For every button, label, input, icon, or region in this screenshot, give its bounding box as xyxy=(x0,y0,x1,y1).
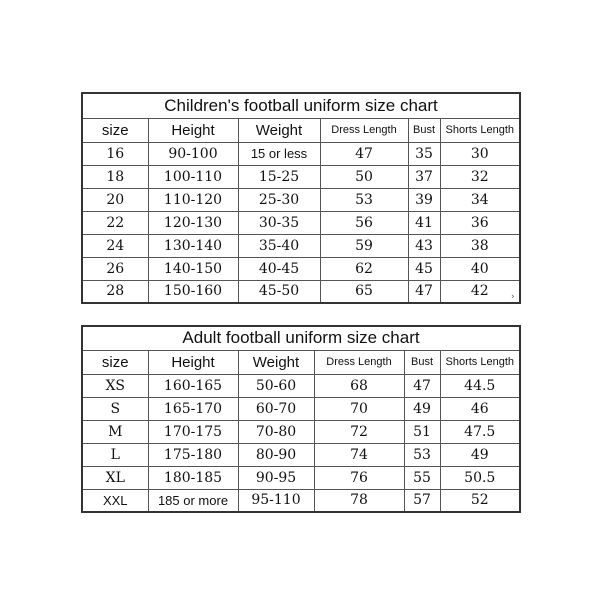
cell-bust: 45 xyxy=(408,257,440,280)
cell-size: 22 xyxy=(82,211,148,234)
table-row xyxy=(82,257,520,280)
cell-weight: 90-95 xyxy=(238,466,314,489)
header-height: Height xyxy=(148,350,238,374)
header-bust: Bust xyxy=(408,118,440,142)
cell-height: 100-110 xyxy=(148,165,238,188)
table-row xyxy=(82,466,520,489)
cell-shorts-length: 44.5 xyxy=(440,374,520,397)
cell-weight: 15-25 xyxy=(238,165,320,188)
header-weight: Weight xyxy=(238,118,320,142)
cell-shorts-length: 52 xyxy=(440,489,520,512)
cell-bust: 47 xyxy=(408,280,440,303)
cell-dress-length: 59 xyxy=(320,234,408,257)
cell-dress-length: 74 xyxy=(314,443,404,466)
cell-height: 175-180 xyxy=(148,443,238,466)
header-height: Height xyxy=(148,118,238,142)
table-row xyxy=(82,142,520,165)
cell-size: XL xyxy=(82,466,148,489)
cell-bust: 37 xyxy=(408,165,440,188)
cell-shorts-length: 47.5 xyxy=(440,420,520,443)
cell-height: 185 or more xyxy=(148,489,238,512)
cell-height: 165-170 xyxy=(148,397,238,420)
cell-weight: 15 or less xyxy=(238,142,320,165)
cell-height: 130-140 xyxy=(148,234,238,257)
cell-bust: 43 xyxy=(408,234,440,257)
cell-size: 16 xyxy=(82,142,148,165)
cell-bust: 41 xyxy=(408,211,440,234)
cell-dress-length: 53 xyxy=(320,188,408,211)
header-shorts-length: Shorts Length xyxy=(440,350,520,374)
cell-weight: 40-45 xyxy=(238,257,320,280)
cell-shorts-length: 34 xyxy=(440,188,520,211)
cell-weight: 95-110 xyxy=(238,489,314,512)
cell-bust: 55 xyxy=(404,466,440,489)
cell-height: 180-185 xyxy=(148,466,238,489)
cell-shorts-length: 40 xyxy=(440,257,520,280)
adult-chart-title: Adult football uniform size chart xyxy=(82,326,520,350)
table-row xyxy=(82,211,520,234)
cell-shorts-length: 36 xyxy=(440,211,520,234)
cell-dress-length: 68 xyxy=(314,374,404,397)
cell-dress-length: 72 xyxy=(314,420,404,443)
cell-weight: 30-35 xyxy=(238,211,320,234)
header-bust: Bust xyxy=(404,350,440,374)
cell-dress-length: 76 xyxy=(314,466,404,489)
table-row xyxy=(82,489,520,512)
children-chart-title: Children's football uniform size chart xyxy=(82,93,520,118)
cell-bust: 47 xyxy=(404,374,440,397)
table-row xyxy=(82,280,520,303)
cell-size: 20 xyxy=(82,188,148,211)
cell-shorts-length: 38 xyxy=(440,234,520,257)
cell-weight: 50-60 xyxy=(238,374,314,397)
cell-height: 110-120 xyxy=(148,188,238,211)
header-size: size xyxy=(82,350,148,374)
cell-weight: 35-40 xyxy=(238,234,320,257)
cell-weight: 80-90 xyxy=(238,443,314,466)
adult-size-chart xyxy=(81,325,521,513)
cell-shorts-length: 50.5 xyxy=(440,466,520,489)
cell-dress-length: 62 xyxy=(320,257,408,280)
cell-bust: 39 xyxy=(408,188,440,211)
cell-size: 26 xyxy=(82,257,148,280)
table-row xyxy=(82,397,520,420)
header-size: size xyxy=(82,118,148,142)
cell-height: 150-160 xyxy=(148,280,238,303)
cell-height: 120-130 xyxy=(148,211,238,234)
cell-size: M xyxy=(82,420,148,443)
table-row xyxy=(82,165,520,188)
cell-shorts-length: 49 xyxy=(440,443,520,466)
cell-size: XXL xyxy=(82,489,148,512)
chevron-right-icon: › xyxy=(511,292,515,302)
cell-shorts-length: 32 xyxy=(440,165,520,188)
cell-dress-length: 56 xyxy=(320,211,408,234)
cell-weight: 60-70 xyxy=(238,397,314,420)
cell-bust: 49 xyxy=(404,397,440,420)
cell-shorts-length: 42 xyxy=(440,280,520,303)
cell-dress-length: 70 xyxy=(314,397,404,420)
cell-shorts-length: 30 xyxy=(440,142,520,165)
cell-shorts-length: 46 xyxy=(440,397,520,420)
cell-bust: 35 xyxy=(408,142,440,165)
cell-size: 18 xyxy=(82,165,148,188)
cell-bust: 57 xyxy=(404,489,440,512)
cell-size: XS xyxy=(82,374,148,397)
cell-bust: 53 xyxy=(404,443,440,466)
cell-size: L xyxy=(82,443,148,466)
cell-height: 90-100 xyxy=(148,142,238,165)
table-row xyxy=(82,420,520,443)
header-dress-length: Dress Length xyxy=(314,350,404,374)
cell-dress-length: 50 xyxy=(320,165,408,188)
cell-height: 170-175 xyxy=(148,420,238,443)
table-row xyxy=(82,234,520,257)
cell-weight: 45-50 xyxy=(238,280,320,303)
table-row xyxy=(82,188,520,211)
table-row xyxy=(82,443,520,466)
cell-weight: 25-30 xyxy=(238,188,320,211)
cell-dress-length: 65 xyxy=(320,280,408,303)
cell-dress-length: 47 xyxy=(320,142,408,165)
cell-weight: 70-80 xyxy=(238,420,314,443)
children-size-chart xyxy=(81,92,521,304)
cell-size: 28 xyxy=(82,280,148,303)
cell-dress-length: 78 xyxy=(314,489,404,512)
header-weight: Weight xyxy=(238,350,314,374)
cell-height: 140-150 xyxy=(148,257,238,280)
cell-size: 24 xyxy=(82,234,148,257)
table-row xyxy=(82,374,520,397)
header-dress-length: Dress Length xyxy=(320,118,408,142)
cell-size: S xyxy=(82,397,148,420)
cell-height: 160-165 xyxy=(148,374,238,397)
header-shorts-length: Shorts Length xyxy=(440,118,520,142)
cell-bust: 51 xyxy=(404,420,440,443)
